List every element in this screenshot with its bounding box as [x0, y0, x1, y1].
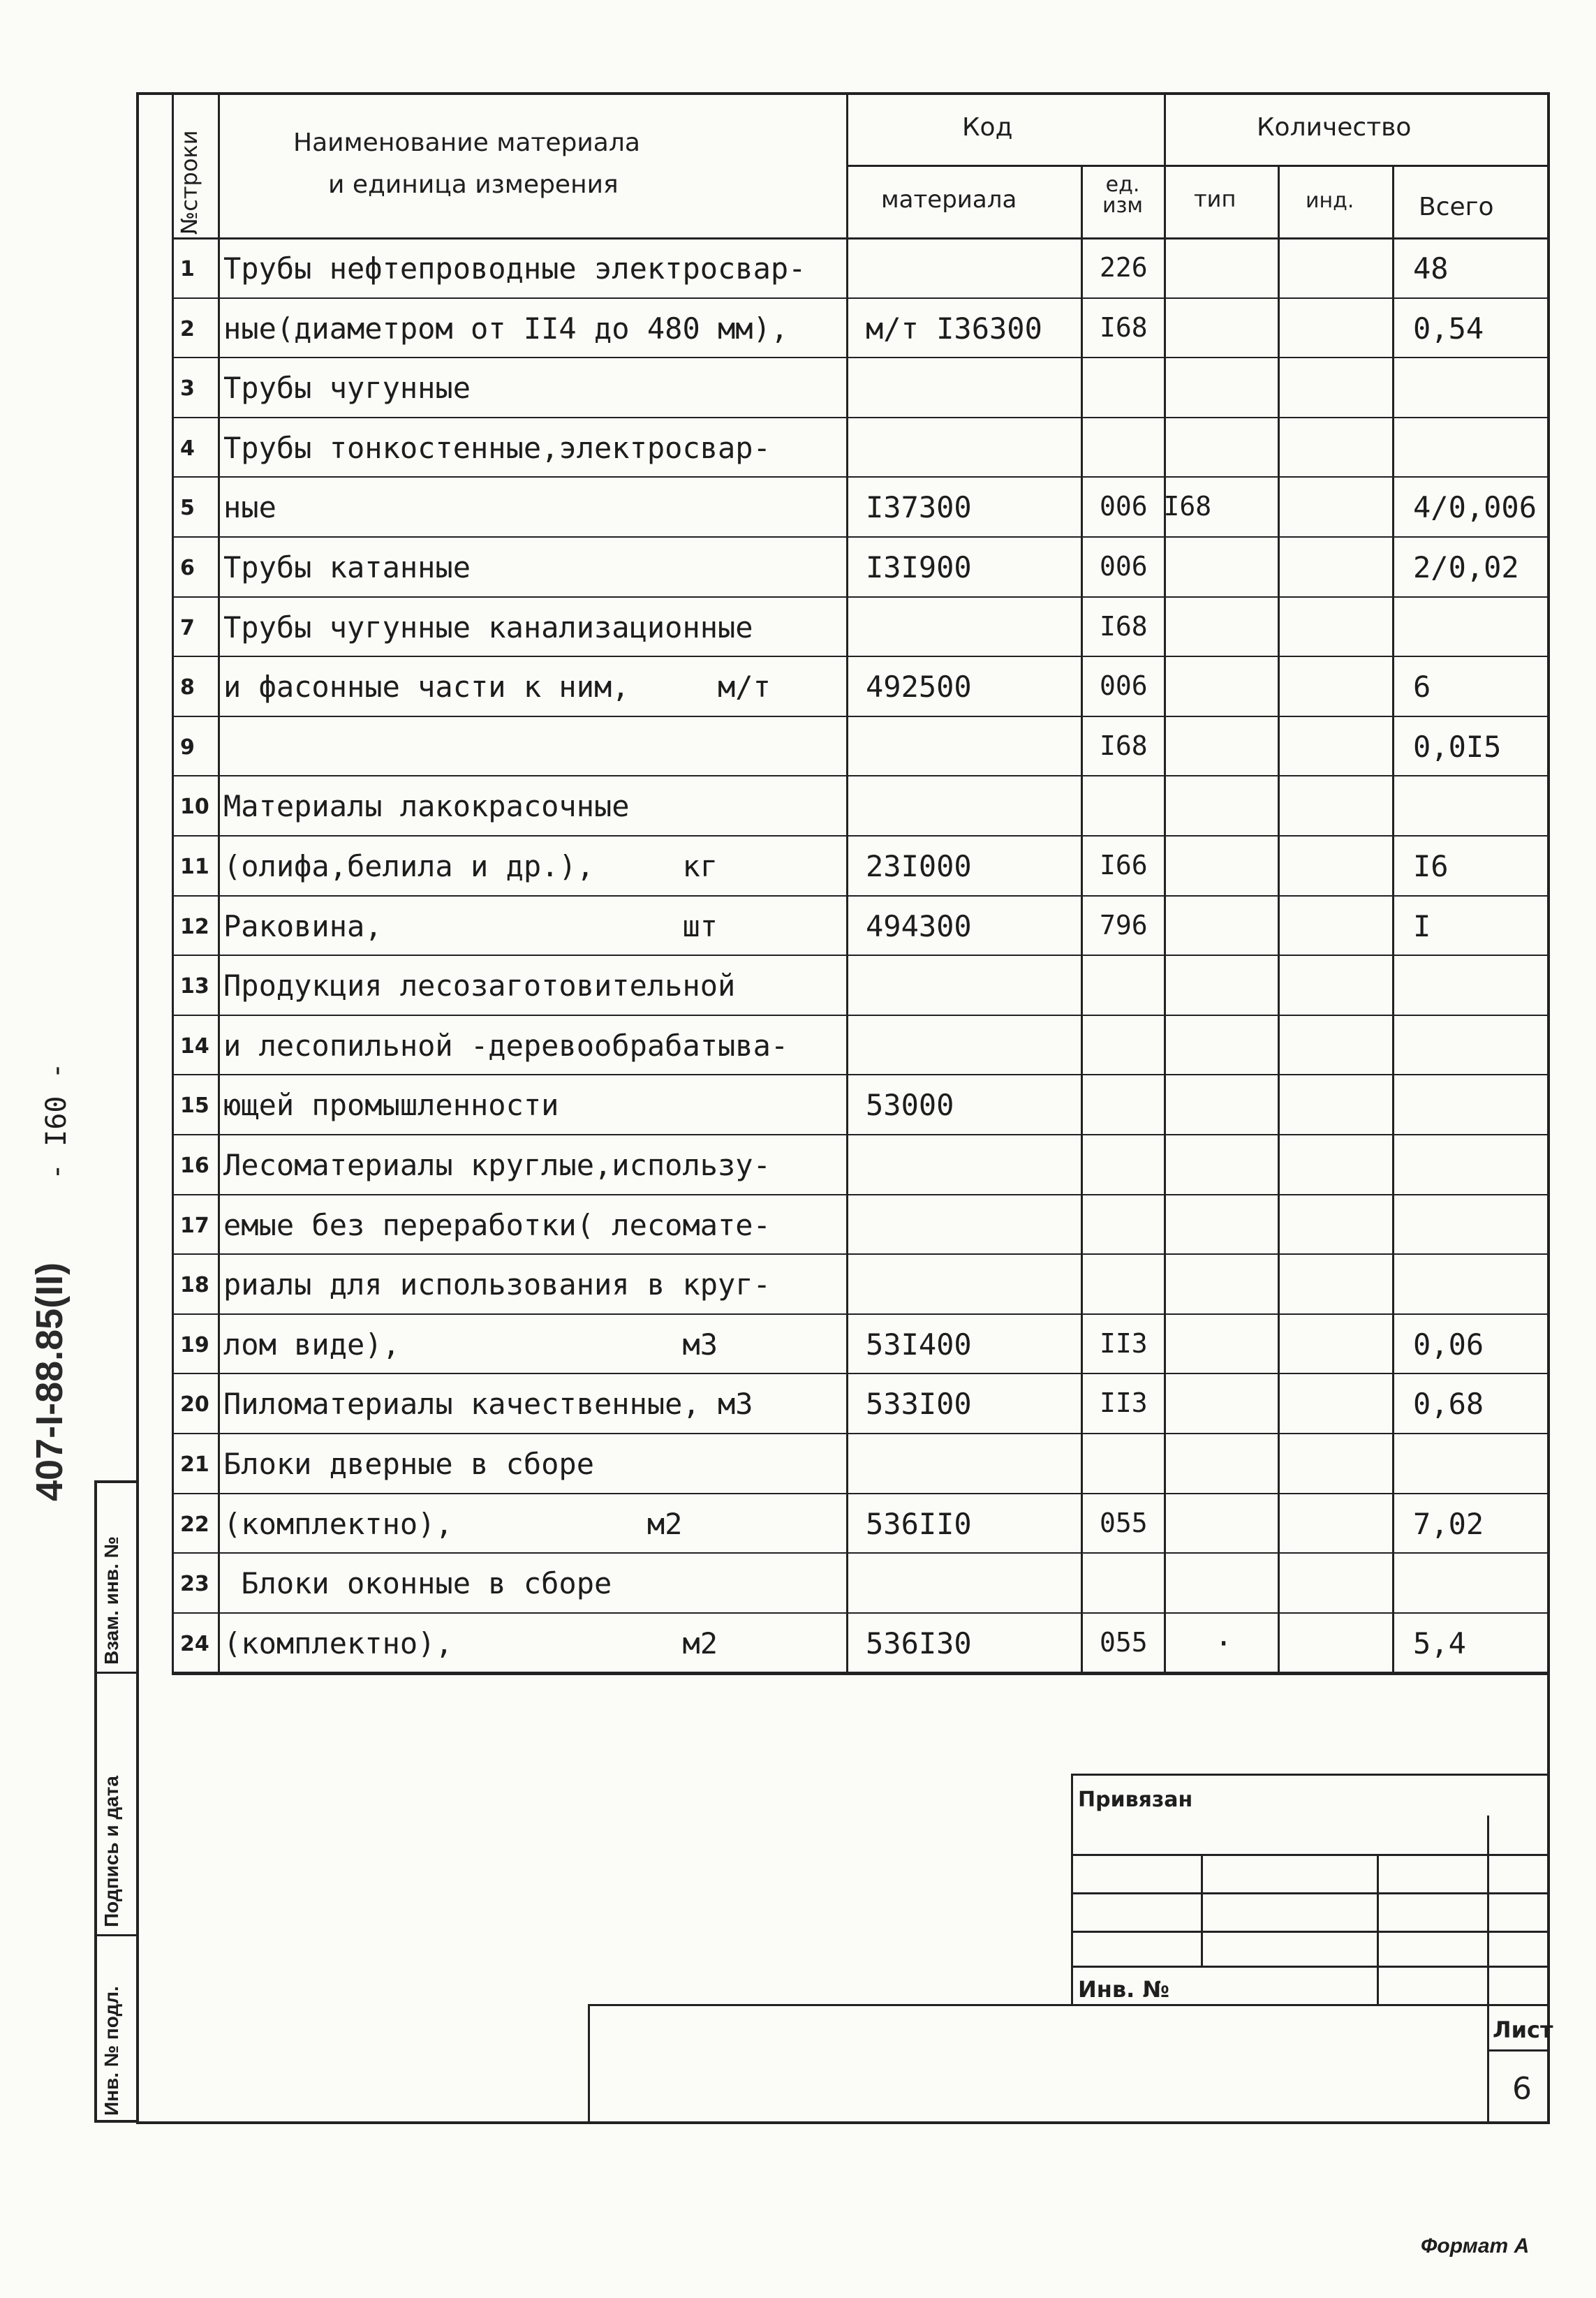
- row-total: 7,02: [1413, 1506, 1484, 1541]
- row-rule: [172, 716, 1550, 717]
- row-n: 7: [180, 615, 195, 640]
- row-name: ющей промышленности: [223, 1088, 559, 1123]
- page-code: - I60 -: [40, 1062, 73, 1180]
- row-n: 3: [180, 376, 195, 402]
- row-unit: I68: [1100, 311, 1148, 343]
- stamp-grid-h1: [1071, 1854, 1550, 1856]
- stamp-left-line: [1071, 1774, 1073, 2004]
- row-name: (комплектно), м2: [223, 1506, 683, 1541]
- row-n: 21: [180, 1452, 209, 1477]
- row-n: 23: [180, 1572, 209, 1597]
- row-name: Раковина, шт: [223, 908, 718, 943]
- row-unit: II3: [1100, 1327, 1148, 1359]
- row-unit: I66: [1100, 850, 1148, 881]
- row-n: 19: [180, 1332, 209, 1357]
- row-type: ·: [1215, 1626, 1233, 1660]
- row-code: 536I30: [866, 1626, 972, 1660]
- format-label: Формат А: [1421, 2234, 1530, 2258]
- row-rule: [172, 1313, 1550, 1315]
- row-rule: [172, 835, 1550, 837]
- row-name: Трубы чугунные: [223, 371, 471, 406]
- stamp-list-label: Лист: [1493, 2017, 1553, 2043]
- row-n: 24: [180, 1631, 209, 1656]
- row-name: Лесоматериалы круглые,использу-: [223, 1148, 771, 1182]
- row-name: ные(диаметром от II4 до 480 мм),: [223, 311, 789, 346]
- row-rule: [172, 1074, 1550, 1075]
- row-n: 9: [180, 735, 195, 760]
- row-rule: [172, 1194, 1550, 1195]
- row-rule: [172, 1672, 1550, 1673]
- row-name: Трубы нефтепроводные электросвар-: [223, 251, 806, 286]
- row-code: 533I00: [866, 1387, 972, 1422]
- header-qty-type: тип: [1194, 186, 1236, 212]
- row-name: Трубы тонкостенные,электросвар-: [223, 430, 771, 465]
- row-code: I37300: [866, 490, 972, 525]
- strip-sep-2: [94, 1934, 136, 1936]
- header-name-line2: и единица измерения: [328, 170, 619, 199]
- row-total: I6: [1413, 849, 1449, 883]
- inv-podl-label: Инв. № подл.: [101, 1986, 122, 2116]
- row-rule: [172, 476, 1550, 478]
- header-bottom-line: [172, 237, 1550, 240]
- table-left-border: [172, 92, 174, 1673]
- podpis-data-label: Подпись и дата: [101, 1776, 122, 1927]
- row-code: 536II0: [866, 1506, 972, 1541]
- col-sep-code: [846, 92, 848, 1673]
- row-total: 0,54: [1413, 311, 1484, 346]
- stamp-list-line: [1487, 2049, 1550, 2052]
- row-rule: [172, 1493, 1550, 1494]
- row-rule: [172, 895, 1550, 897]
- row-unit: 055: [1100, 1507, 1148, 1538]
- header-code: Код: [962, 113, 1013, 142]
- row-n: 10: [180, 795, 209, 820]
- header-qty-ind: инд.: [1306, 189, 1354, 213]
- row-rule: [172, 417, 1550, 418]
- header-code-material: материала: [881, 186, 1017, 214]
- row-rule: [172, 775, 1550, 776]
- row-rule: [172, 536, 1550, 538]
- row-rule: [172, 1373, 1550, 1374]
- row-code: 53I400: [866, 1327, 972, 1362]
- header-name-line1: Наименование материала: [293, 128, 640, 157]
- row-name: Блоки оконные в сборе: [223, 1566, 612, 1601]
- row-unit: II3: [1100, 1387, 1148, 1419]
- row-total: 0,68: [1413, 1387, 1484, 1422]
- row-rule: [172, 1253, 1550, 1255]
- row-name: Трубы катанные: [223, 550, 471, 584]
- row-total: 0,06: [1413, 1327, 1484, 1362]
- row-rule: [172, 955, 1550, 956]
- row-total: 0,0I5: [1413, 729, 1502, 764]
- row-total: 6: [1413, 670, 1431, 705]
- col-sep-name: [218, 92, 220, 1673]
- col-sep-ind: [1392, 165, 1394, 1673]
- row-name: Материалы лакокрасочные: [223, 789, 630, 824]
- table-bottom-line: [172, 1673, 1550, 1675]
- row-name: и фасонные части к ним, м/т: [223, 670, 771, 705]
- col-sep-type: [1278, 165, 1280, 1673]
- header-row-num: №строки: [176, 130, 202, 235]
- row-n: 22: [180, 1512, 209, 1537]
- row-name: (комплектно), м2: [223, 1626, 718, 1660]
- row-code: 494300: [866, 908, 972, 943]
- row-code: I3I900: [866, 550, 972, 584]
- row-name: (олифа,белила и др.), кг: [223, 849, 718, 883]
- row-n: 18: [180, 1273, 209, 1298]
- row-name: емые без переработки( лесомате-: [223, 1207, 771, 1242]
- row-total: 4/0,006: [1413, 490, 1537, 525]
- header-code-unit: ед. изм: [1102, 172, 1144, 218]
- row-code: 53000: [866, 1088, 954, 1123]
- row-total: 2/0,02: [1413, 550, 1519, 584]
- stamp-grid-h4: [1071, 1966, 1550, 1968]
- stamp-inv-no: Инв. №: [1078, 1976, 1169, 2003]
- row-n: 2: [180, 316, 195, 341]
- strip-sep-1: [94, 1672, 136, 1674]
- header-mid-line: [846, 165, 1550, 167]
- row-unit: 055: [1100, 1626, 1148, 1658]
- stamp-grid-v1: [1201, 1854, 1203, 1966]
- row-code: 492500: [866, 670, 972, 705]
- row-n: 5: [180, 496, 195, 521]
- row-name: Трубы чугунные канализационные: [223, 610, 753, 645]
- row-rule: [172, 297, 1550, 299]
- row-unit: I68: [1100, 610, 1148, 642]
- row-n: 4: [180, 436, 195, 461]
- row-n: 13: [180, 974, 209, 999]
- row-n: 1: [180, 257, 195, 281]
- row-n: 14: [180, 1033, 209, 1059]
- stamp-grid-h2: [1071, 1892, 1550, 1894]
- row-n: 17: [180, 1213, 209, 1238]
- col-sep-unit: [1081, 165, 1083, 1673]
- stamp-top-line: [1071, 1774, 1550, 1776]
- row-rule: [172, 1552, 1550, 1554]
- doc-code: 407-I-88.85(II): [29, 1262, 71, 1501]
- row-n: 8: [180, 675, 195, 700]
- row-rule: [172, 357, 1550, 358]
- row-unit: 226: [1100, 252, 1148, 283]
- row-n: 12: [180, 914, 209, 939]
- row-total: I: [1413, 908, 1431, 943]
- row-code: 23I000: [866, 849, 972, 883]
- row-unit: I68: [1100, 730, 1148, 761]
- vzam-inv-label: Взам. инв. №: [101, 1536, 122, 1665]
- row-unit: 796: [1100, 909, 1148, 941]
- row-rule: [172, 1433, 1550, 1434]
- row-rule: [172, 1612, 1550, 1614]
- stamp-list-number: 6: [1512, 2071, 1532, 2107]
- row-name: Пиломатериалы качественные, м3: [223, 1387, 753, 1422]
- row-total: 48: [1413, 251, 1449, 286]
- row-name: Продукция лесозаготовительной: [223, 968, 736, 1003]
- stamp-main-box: [588, 2004, 1550, 2124]
- stamp-grid-h3: [1071, 1931, 1550, 1933]
- header-qty-total: Всего: [1419, 193, 1494, 221]
- header-qty: Количество: [1257, 113, 1412, 142]
- row-name: лом виде), м3: [223, 1327, 718, 1362]
- row-n: 11: [180, 855, 209, 879]
- row-unit: 006: [1100, 670, 1148, 702]
- row-code: м/т I36300: [866, 311, 1042, 346]
- row-n: 20: [180, 1392, 209, 1417]
- row-rule: [172, 1134, 1550, 1135]
- row-unit: 006 I68: [1100, 491, 1212, 522]
- row-total: 5,4: [1413, 1626, 1466, 1660]
- row-n: 6: [180, 556, 195, 580]
- row-name: Блоки дверные в сборе: [223, 1447, 595, 1481]
- stamp-grid-v2: [1377, 1854, 1379, 2004]
- col-sep-qty: [1164, 92, 1166, 1673]
- row-rule: [172, 1015, 1550, 1016]
- row-name: ные: [223, 490, 276, 525]
- row-rule: [172, 656, 1550, 657]
- row-n: 15: [180, 1093, 209, 1119]
- row-name: риалы для использования в круг-: [223, 1267, 771, 1302]
- stamp-privyazan: Привязан: [1078, 1788, 1193, 1812]
- row-rule: [172, 596, 1550, 598]
- row-name: и лесопильной -деревообрабатыва-: [223, 1028, 789, 1063]
- row-n: 16: [180, 1154, 209, 1178]
- row-unit: 006: [1100, 551, 1148, 582]
